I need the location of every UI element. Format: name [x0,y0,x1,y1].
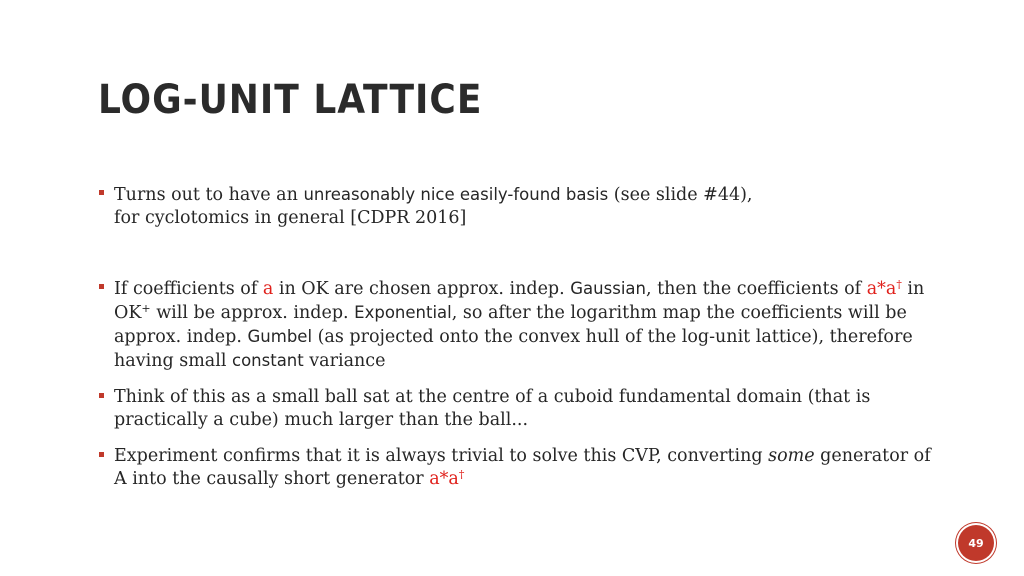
bullet-item [96,386,936,432]
bullet-text: variance [303,351,386,371]
bullet-list [96,183,936,491]
bullet-italic: some [768,446,815,466]
symbol-a-star-a: a*a [866,279,897,299]
bullet-marker-icon [99,393,104,398]
page-number-badge [958,525,994,561]
bullet-emphasis: Gumbel [247,327,313,346]
bullet-marker-icon [99,284,104,289]
dagger-superscript: † [896,278,902,291]
bullet-text: (as projected onto the convex hull of the log-unit lattice), therefore having small [114,327,913,371]
bullet-text: (see slide #44), [608,185,753,205]
bullet-text: , so after the logarithm map the coefficients will be approx. indep. [114,303,907,347]
bullet-text: in OK [114,279,925,323]
bullet-text: for cyclotomics in general [CDPR 2016] [114,208,467,228]
bullet-item [96,445,936,491]
bullet-emphasis: Exponential [354,303,452,322]
bullet-item [96,183,936,230]
bullet-text: If coefficients of [114,279,263,299]
bullet-text: Turns out to have an [114,185,304,205]
dagger-superscript: † [458,468,465,481]
slide-title: LOG-UNIT LATTICE [98,77,483,123]
symbol-a: a [262,279,274,299]
bullet-text: , then the coefficients of [645,279,867,299]
bullet-marker-icon [99,190,104,195]
symbol-a-star-a: a*a [429,469,459,489]
bullet-emphasis: unreasonably nice easily-found basis [303,185,609,204]
bullet-text: Think of this as a small ball sat at the centre of a cuboid fundamental domain (that is practically a cube) much larger than the ball... [114,387,871,430]
bullet-text: will be approx. indep. [150,303,355,323]
bullet-marker-icon [99,452,104,457]
bullet-text: in OK are chosen approx. indep. [273,279,571,299]
page-number: 49 [968,536,984,550]
bullet-text: Experiment confirms that it is always trivial to solve this CVP, converting [114,446,769,466]
bullet-text: generator of A into the causally short generator [114,446,931,489]
bullet-item [96,277,936,373]
bullet-emphasis: Gaussian [570,279,646,298]
bullet-emphasis: constant [232,351,304,370]
plus-superscript: + [141,302,151,315]
